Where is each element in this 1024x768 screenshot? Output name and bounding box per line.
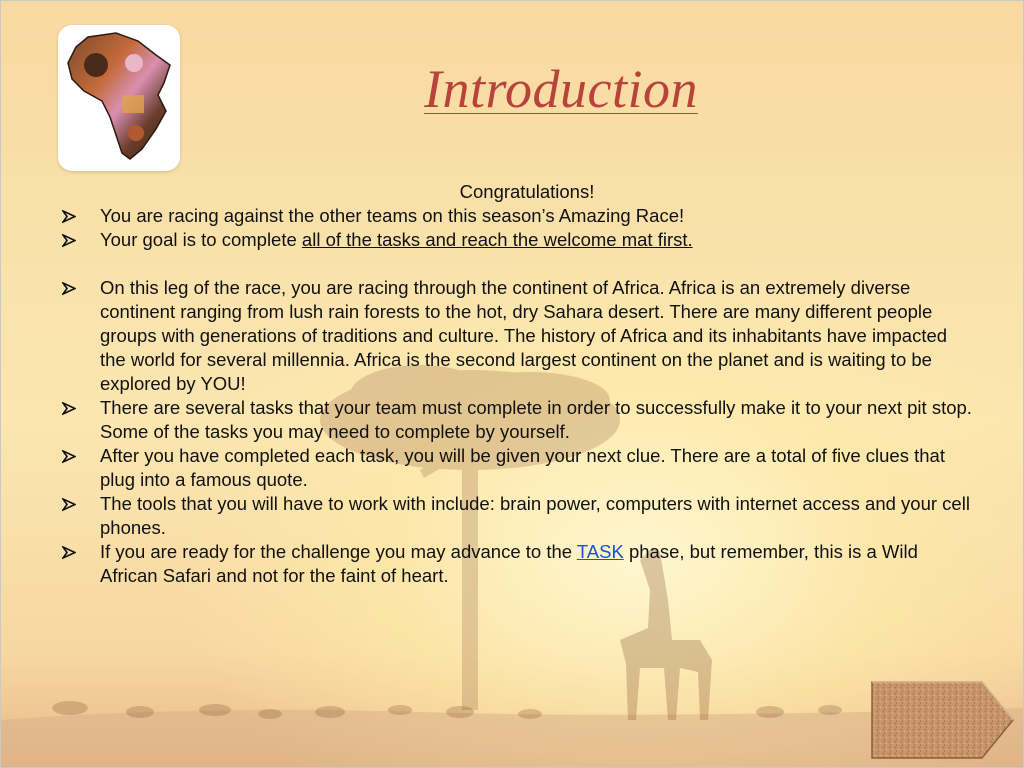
arrow-bullet-icon bbox=[62, 444, 100, 463]
task-link[interactable]: TASK bbox=[576, 541, 624, 562]
list-item bbox=[62, 204, 972, 228]
bullet-text: On this leg of the race, you are racing through the continent of Africa. Africa is an extremely diverse continent ranging from lush rain forests to the hot, dry Sahara desert. There are many different people groups with generations of traditions and culture. The history of Africa and its inhabitants have impacted the world for several millennia. Africa is the second largest continent on the planet and is waiting to be explored by YOU! bbox=[100, 277, 948, 394]
list-item bbox=[62, 444, 972, 492]
bullet-text bbox=[100, 228, 972, 252]
next-slide-button[interactable] bbox=[870, 680, 1016, 760]
slide-body bbox=[62, 180, 972, 588]
spacer bbox=[62, 252, 972, 276]
arrow-bullet-icon bbox=[62, 276, 100, 295]
next-arrow-icon bbox=[870, 680, 1016, 760]
goal-text: Your goal is to complete bbox=[100, 229, 302, 250]
bullet-text: You are racing against the other teams on this season’s Amazing Race! bbox=[100, 205, 685, 226]
bullet-text: The tools that you will have to work with include: brain power, computers with internet access and your cell phones. bbox=[100, 493, 970, 538]
bullet-text: There are several tasks that your team must complete in order to successfully make it to your next pit stop. Some of the tasks you may need to complete by yourself. bbox=[100, 397, 972, 442]
africa-logo bbox=[58, 25, 180, 171]
africa-collage-icon bbox=[58, 25, 180, 171]
arrow-bullet-icon bbox=[62, 228, 100, 247]
advance-text: If you are ready for the challenge you may advance to the bbox=[100, 541, 577, 562]
arrow-bullet-icon bbox=[62, 204, 100, 223]
arrow-bullet-icon bbox=[62, 540, 100, 559]
list-item bbox=[62, 228, 972, 252]
bullet-text bbox=[100, 540, 972, 588]
list-item bbox=[62, 540, 972, 588]
list-item bbox=[62, 492, 972, 540]
list-item bbox=[62, 396, 972, 444]
arrow-bullet-icon bbox=[62, 492, 100, 511]
arrow-bullet-icon bbox=[62, 396, 100, 415]
list-item bbox=[62, 276, 972, 396]
goal-underlined-text: all of the tasks and reach the welcome mat first. bbox=[301, 229, 693, 250]
page-title: Introduction bbox=[424, 59, 698, 119]
advance-text-end: phase, but remember, this is a Wild African Safari and not for the faint of heart. bbox=[100, 541, 918, 586]
congratulations-text: Congratulations! bbox=[459, 181, 595, 202]
bullet-text: After you have completed each task, you will be given your next clue. There are a total of five clues that plug into a famous quote. bbox=[100, 445, 945, 490]
